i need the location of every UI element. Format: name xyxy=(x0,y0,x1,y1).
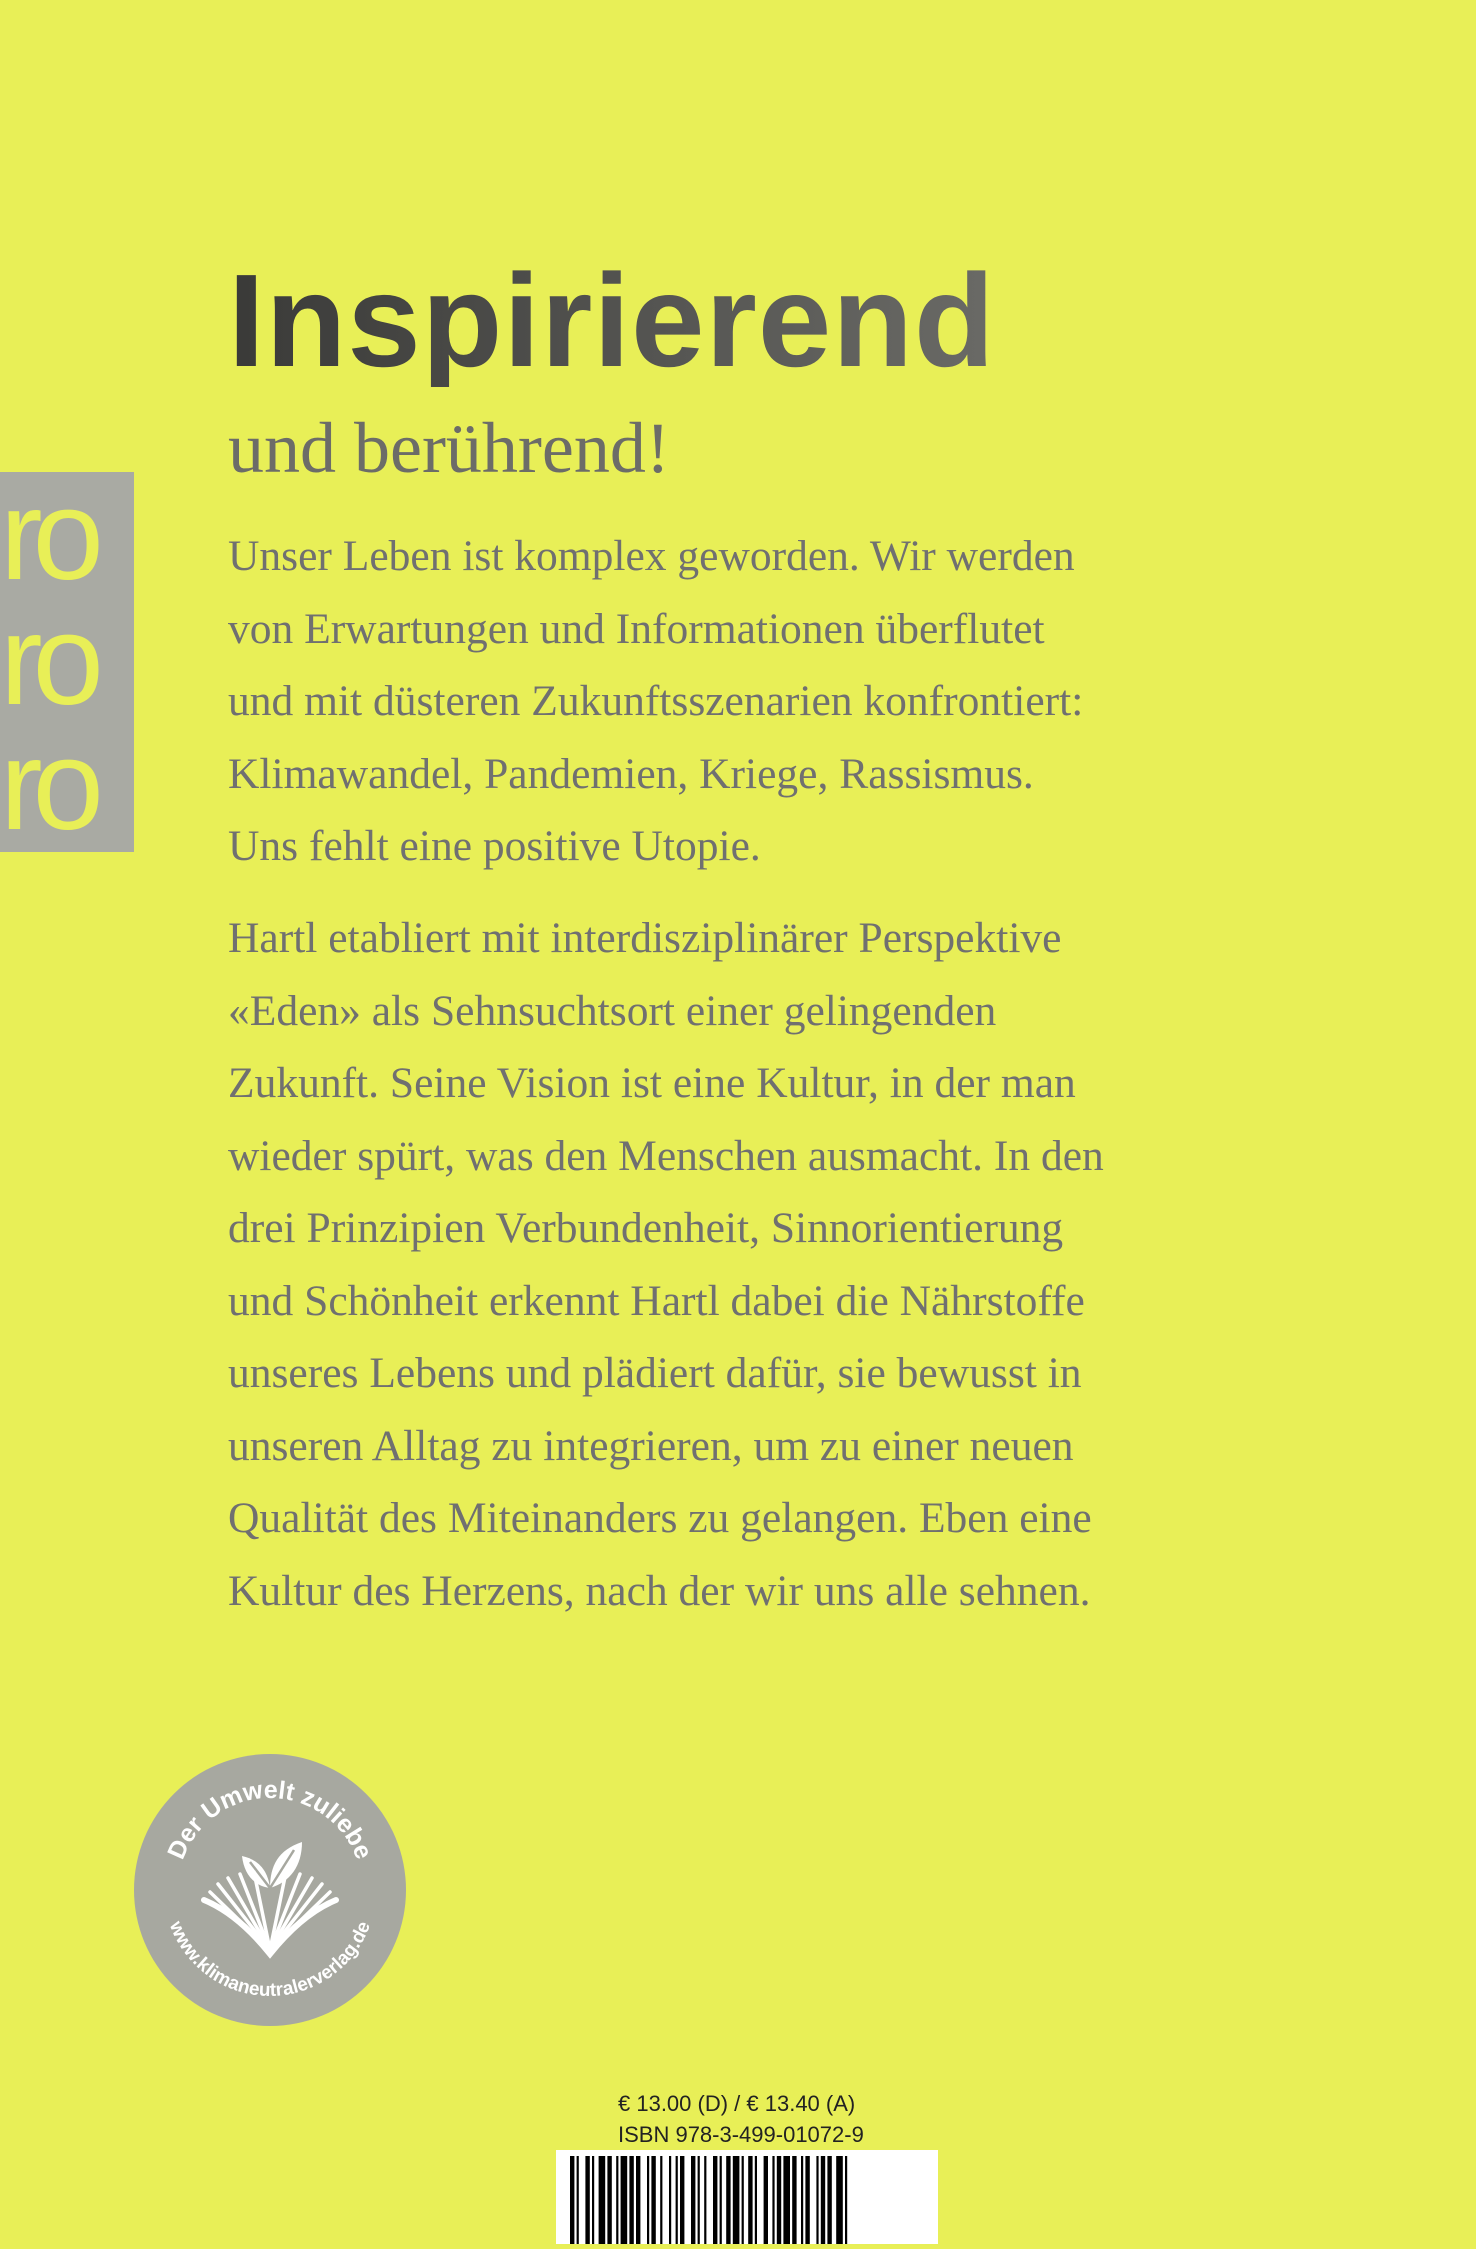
seal-graphic xyxy=(134,1754,406,2026)
text-line: und Schönheit erkennt Hartl dabei die Nährstoffe xyxy=(228,1276,1085,1325)
text-line: Kultur des Herzens, nach der wir uns alle sehnen. xyxy=(228,1566,1091,1615)
publisher-logo-rororo xyxy=(0,472,134,852)
barcode xyxy=(556,2150,938,2244)
text-line: Zukunft. Seine Vision ist eine Kultur, in der man xyxy=(228,1059,1076,1107)
text-line: Hartl etabliert mit interdisziplinärer Perspektive xyxy=(228,914,1062,962)
isbn-text: ISBN 978-3-499-01072-9 xyxy=(618,2122,864,2147)
logo-line-2: ro xyxy=(0,589,94,732)
text-line: wieder spürt, was den Menschen ausmacht. In den xyxy=(228,1131,1104,1180)
headline: Inspirierend xyxy=(228,247,996,394)
subheadline: und berührend! xyxy=(228,408,670,488)
climate-neutral-seal xyxy=(134,1754,406,2026)
text-line: Unser Leben ist komplex geworden. Wir werden xyxy=(228,532,1075,580)
seal-top-text: Der Umwelt zuliebe xyxy=(162,1775,378,1864)
seal-bottom-text: www.klimaneutralerverlag.de xyxy=(164,1918,375,2002)
text-line: unseren Alltag zu integrieren, um zu einer neuen xyxy=(228,1421,1074,1470)
logo-line-3: ro xyxy=(0,714,94,852)
barcode-graphic xyxy=(556,2150,938,2244)
text-line: Qualität des Miteinanders zu gelangen. Eben eine xyxy=(228,1494,1092,1542)
text-line: unseres Lebens und plädiert dafür, sie bewusst in xyxy=(228,1349,1082,1397)
text-line: drei Prinzipien Verbundenheit, Sinnorientierung xyxy=(228,1204,1064,1252)
logo-line-1: ro xyxy=(0,472,94,607)
text-line: Klimawandel, Pandemien, Kriege, Rassismus. xyxy=(228,749,1034,798)
price-text: € 13.00 (D) / € 13.40 (A) xyxy=(618,2091,856,2116)
text-line: und mit düsteren Zukunftsszenarien konfrontiert: xyxy=(228,677,1084,725)
blurb-paragraph-1 xyxy=(228,520,1308,883)
price-info xyxy=(618,2088,918,2150)
book-icon xyxy=(204,1872,336,1954)
leaf-icon xyxy=(242,1842,302,1888)
text-line: von Erwartungen und Informationen überflutet xyxy=(228,604,1045,653)
text-line: Uns fehlt eine positive Utopie. xyxy=(228,822,761,870)
text-line: «Eden» als Sehnsuchtsort einer gelingenden xyxy=(228,986,997,1035)
blurb-paragraph-2 xyxy=(228,902,1308,1627)
